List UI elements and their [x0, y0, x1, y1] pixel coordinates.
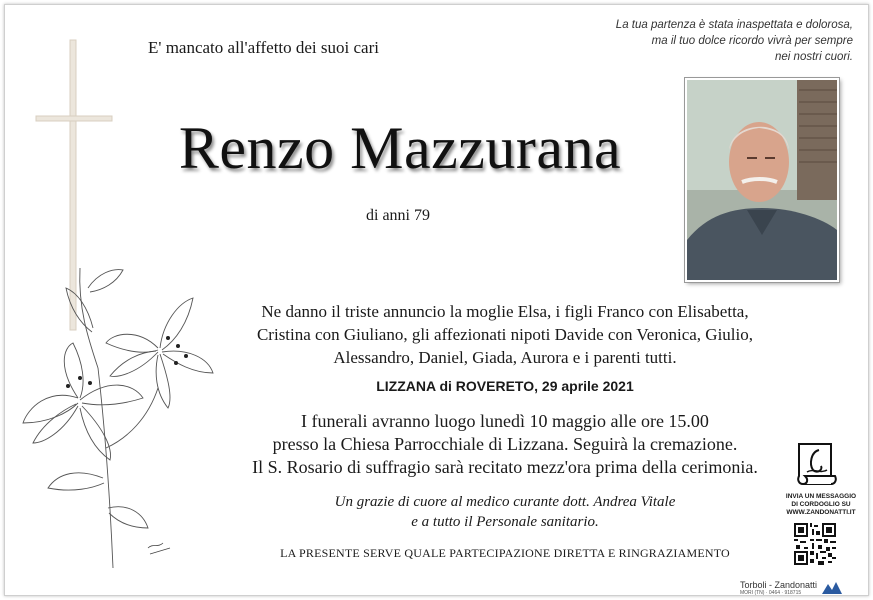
condolence-link[interactable]: [780, 493, 862, 517]
announcement-line: Ne danno il triste annuncio la moglie Elsa, i figli Franco con Elisabetta,: [261, 302, 749, 321]
quote-text: [583, 17, 853, 65]
condolence-line: WWW.ZANDONATTI.IT: [786, 509, 856, 516]
deceased-age: di anni 79: [366, 207, 430, 224]
thanks-line: e a tutto il Personale sanitario.: [411, 514, 599, 530]
scroll-icon[interactable]: [793, 440, 839, 490]
agency-logo-icon: [820, 580, 844, 596]
announcement-line: Alessandro, Daniel, Giada, Aurora e i parenti tutti.: [333, 348, 677, 367]
announcement-text: [210, 300, 800, 369]
quote-line: ma il tuo dolce ricordo vivrà per sempre: [651, 35, 853, 47]
condolence-line: INVIA UN MESSAGGIO: [785, 493, 857, 500]
thanks-line: Un grazie di cuore al medico curante dott. Andrea Vitale: [334, 494, 676, 510]
footer-note: LA PRESENTE SERVE QUALE PARTECIPAZIONE DIRETTA E RINGRAZIAMENTO: [280, 546, 730, 560]
funeral-line: I funerali avranno luogo lunedì 10 maggio alle ore 15.00: [301, 411, 709, 431]
quote-line: nei nostri cuori.: [775, 51, 853, 63]
announcement-line: Cristina con Giuliano, gli affezionati nipoti Davide con Veronica, Giulio,: [256, 325, 754, 344]
qr-code-icon[interactable]: [794, 523, 836, 565]
quote-line: La tua partenza è stata inaspettata e dolorosa,: [615, 19, 853, 31]
condolence-line: DI CORDOGLIO SU: [791, 501, 851, 508]
funeral-line: Il S. Rosario di suffragio sarà recitato mezz'ora prima della cerimonia.: [252, 457, 758, 477]
lily-illustration: [18, 248, 218, 578]
thanks-text: [210, 492, 800, 532]
agency-name: Torboli - Zandonatti: [740, 580, 818, 590]
intro-text: E' mancato all'affetto dei suoi cari: [148, 38, 379, 57]
agency-subtitle: MORI (TN) · 0464 · 918715: [740, 590, 802, 596]
place-date: LIZZANA di ROVERETO, 29 aprile 2021: [376, 378, 634, 394]
deceased-name: Renzo Mazzurana: [178, 115, 622, 181]
portrait-photo: [685, 78, 839, 282]
funeral-info: [210, 410, 800, 479]
funeral-line: presso la Chiesa Parrocchiale di Lizzana. Seguirà la cremazione.: [272, 434, 738, 454]
